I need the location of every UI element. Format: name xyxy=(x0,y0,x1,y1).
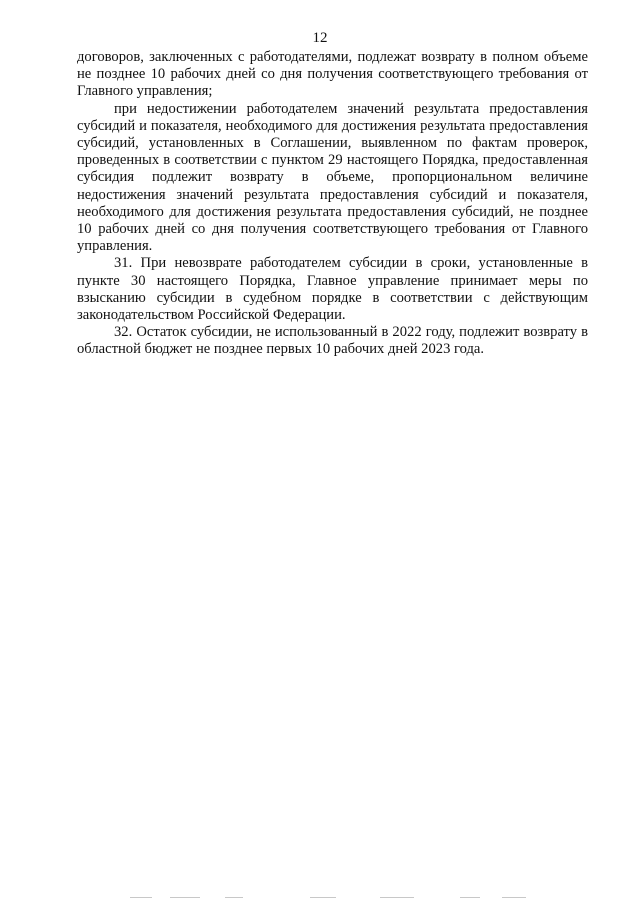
paragraph-31: 31. При невозврате работодателем субсидии в сроки, установленные в пункте 30 настоящего Порядка, Главное управление принимает меры по взысканию субсидии в судебном порядке в соответствии с действующим законодательством Российской Федерации. xyxy=(77,255,588,324)
paragraph-32: 32. Остаток субсидии, не использованный в 2022 году, подлежит возврату в областной бюджет не позднее первых 10 рабочих дней 2023 года. xyxy=(77,324,588,358)
page-number: 12 xyxy=(312,30,328,46)
scan-artifact-marks xyxy=(130,897,530,900)
paragraph-continuation: договоров, заключенных с работодателями, подлежат возврату в полном объеме не позднее 10 рабочих дней со дня получения соответствующего требования от Главного управления; xyxy=(77,49,588,100)
document-body xyxy=(77,49,588,359)
paragraph-underachievement: при недостижении работодателем значений результата предоставления субсидий и показателя, необходимого для достижения результата предоставления субсидий, установленных в Соглашении, выявленном по фактам проверок, проведенных в соответствии с пунктом 29 настоящего Порядка, предоставленная субсидия подлежит возврату в объеме, пропорциональном величине недостижения значений результата предоставления субсидий и показателя, необходимого для достижения результата предоставления субсидий, не позднее 10 рабочих дней со дня получения соответствующего требования от Главного управления. xyxy=(77,100,588,255)
